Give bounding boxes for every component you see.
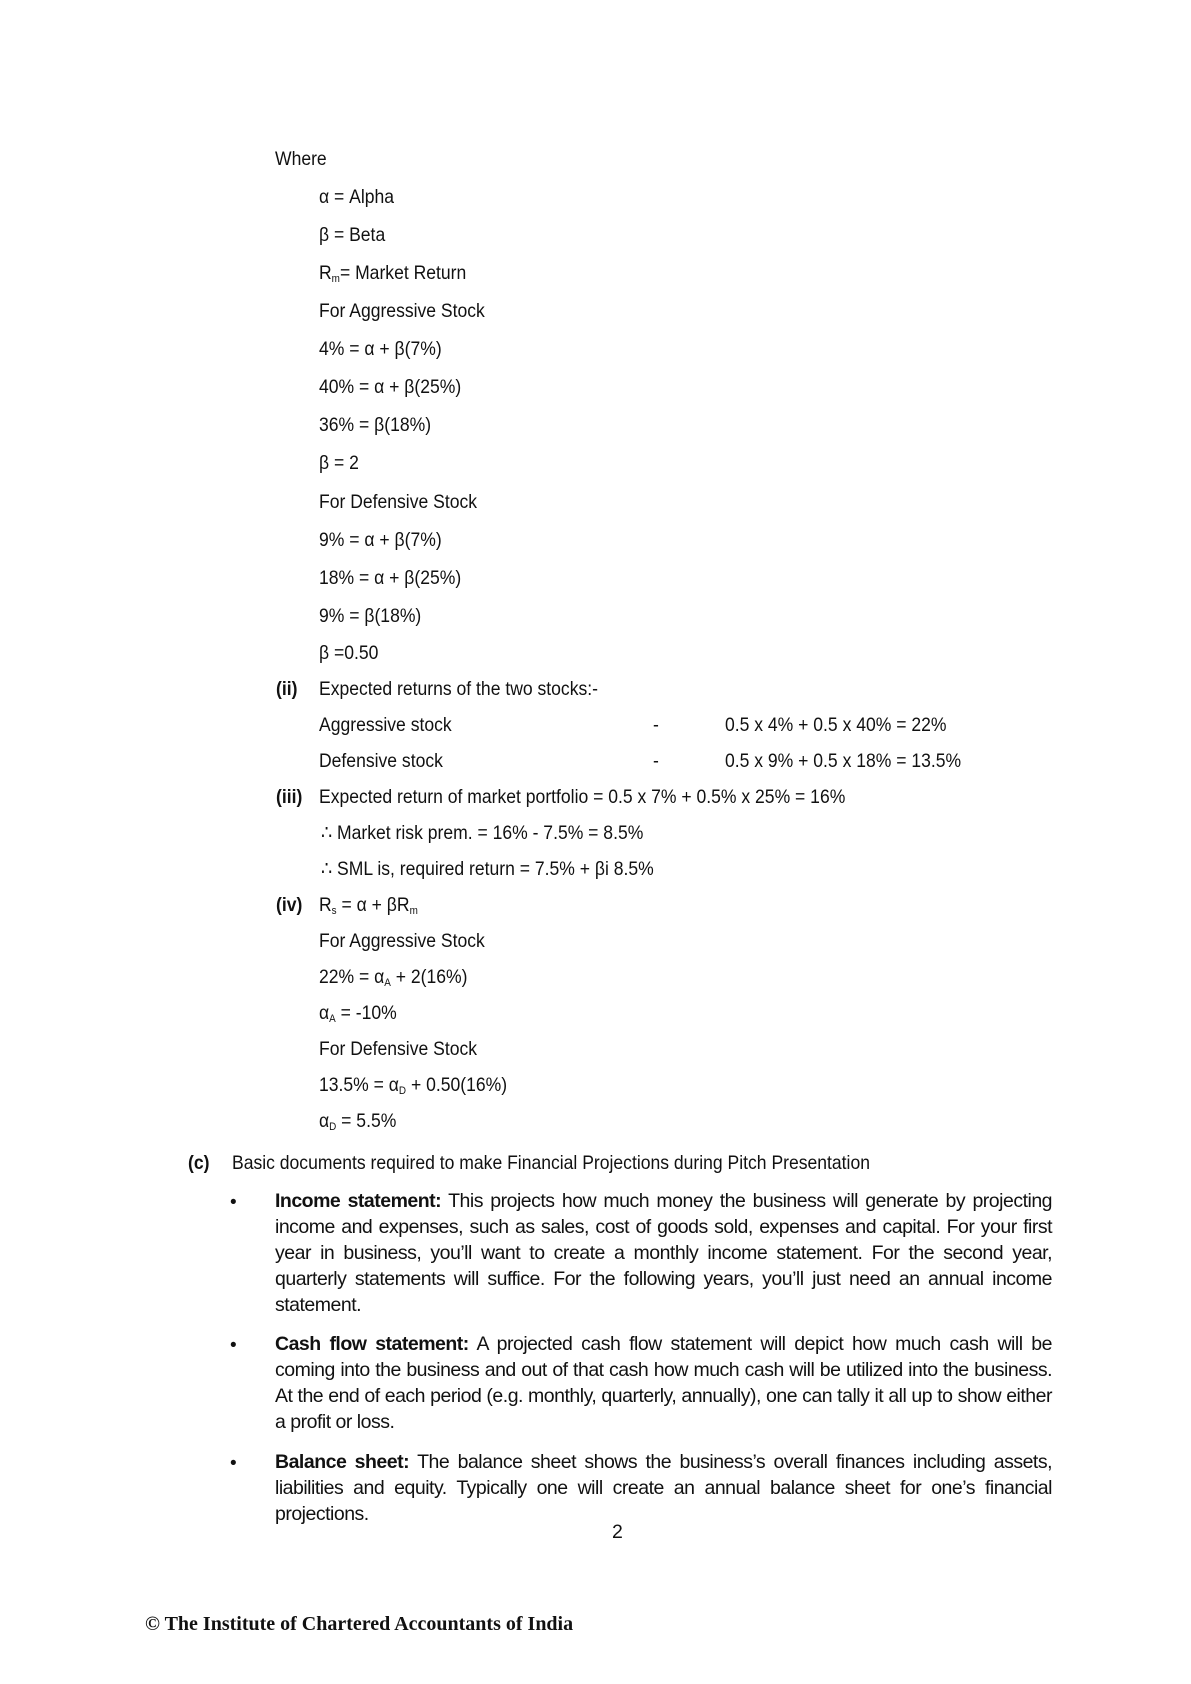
income-statement-title: Income statement:	[275, 1190, 442, 1212]
rs-middle: = α + βR	[336, 894, 410, 916]
defensive-stock-heading: For Defensive Stock	[319, 491, 478, 513]
cash-flow-text: A projected cash flow statement will depict how much cash will be coming into the business and out of that cash how much cash will be utilized into the business. At the end of each period (e.g. monthly, quarterly, annually), one can tally it all up to show either a profit or loss.	[275, 1333, 1052, 1433]
aggressive-return-name: Aggressive stock	[319, 714, 452, 736]
eq-subscript: D	[398, 1085, 407, 1097]
aggressive-stock-heading: For Aggressive Stock	[319, 300, 485, 322]
iv-aggressive-alpha	[319, 1001, 397, 1025]
eq-part: α	[319, 1110, 330, 1132]
defensive-return-calc: 0.5 x 9% + 0.5 x 18% = 13.5%	[725, 750, 962, 772]
balance-sheet-item	[275, 1449, 1052, 1527]
alpha-definition: α = Alpha	[319, 186, 395, 208]
income-statement-item	[275, 1188, 1052, 1318]
bullet-icon: •	[230, 1192, 237, 1213]
aggressive-return-dash: -	[653, 714, 659, 736]
part-c-heading: Basic documents required to make Financial Projections during Pitch Presentation	[232, 1152, 870, 1174]
eq-part: 22% = α	[319, 966, 385, 988]
aggressive-equation-1: 4% = α + β(7%)	[319, 338, 442, 360]
rs-subscript: s	[331, 905, 337, 917]
sml-equation: ∴ SML is, required return = 7.5% + βi 8.5%	[321, 858, 654, 880]
bullet-icon: •	[230, 1335, 237, 1356]
part-iii-label: (iii)	[276, 786, 303, 808]
market-return-definition	[319, 261, 466, 285]
rm-symbol: R	[319, 262, 332, 284]
iv-defensive-alpha	[319, 1109, 396, 1133]
beta-definition: β = Beta	[319, 224, 386, 246]
defensive-return-name: Defensive stock	[319, 750, 443, 772]
rs-subscript-m: m	[409, 905, 418, 917]
eq-part: + 0.50(16%)	[406, 1074, 508, 1096]
rm-text: = Market Return	[339, 262, 467, 284]
balance-sheet-title: Balance sheet:	[275, 1451, 410, 1473]
part-iv-label: (iv)	[276, 894, 303, 916]
cash-flow-item	[275, 1331, 1052, 1435]
part-ii-label: (ii)	[276, 678, 298, 700]
page-number: 2	[612, 1521, 623, 1543]
iv-aggressive-equation-1	[319, 965, 467, 989]
eq-part: 13.5% = α	[319, 1074, 399, 1096]
eq-subscript: D	[329, 1121, 337, 1133]
part-ii-heading: Expected returns of the two stocks:-	[319, 678, 598, 700]
eq-part: = 5.5%	[336, 1110, 397, 1132]
part-c-label: (c)	[188, 1152, 210, 1174]
iv-defensive-heading: For Defensive Stock	[319, 1038, 478, 1060]
market-risk-premium: ∴ Market risk prem. = 16% - 7.5% = 8.5%	[321, 822, 644, 844]
aggressive-beta-result: β = 2	[319, 452, 359, 474]
aggressive-return-calc: 0.5 x 4% + 0.5 x 40% = 22%	[725, 714, 947, 736]
defensive-beta-result: β =0.50	[319, 642, 379, 664]
defensive-equation-3: 9% = β(18%)	[319, 605, 422, 627]
income-statement-text: This projects how much money the business will generate by projecting income and expenses, such as sales, cost of goods sold, expenses and capital. For your first year in business, you’ll want to create a monthly income statement. For the second year, quarterly statements will suffice. For the following years, you’ll just need an annual income statement.	[275, 1190, 1053, 1316]
iv-defensive-equation-1	[319, 1073, 507, 1097]
iv-aggressive-heading: For Aggressive Stock	[319, 930, 485, 952]
rm-subscript: m	[331, 273, 340, 285]
aggressive-equation-3: 36% = β(18%)	[319, 414, 432, 436]
eq-subscript: A	[329, 1013, 336, 1025]
footer-copyright: © The Institute of Chartered Accountants of India	[145, 1613, 574, 1635]
rs-formula	[319, 893, 418, 917]
cash-flow-title: Cash flow statement:	[275, 1333, 469, 1355]
where-label: Where	[275, 148, 327, 170]
bullet-icon: •	[230, 1453, 237, 1474]
eq-part: = -10%	[335, 1002, 397, 1024]
eq-part: + 2(16%)	[390, 966, 468, 988]
market-portfolio-return: Expected return of market portfolio = 0.5 x 7% + 0.5% x 25% = 16%	[319, 786, 846, 808]
balance-sheet-text: The balance sheet shows the business’s overall finances including assets, liabilities and equity. Typically one will create an annual balance sheet for one’s financial projections.	[275, 1451, 1052, 1525]
defensive-equation-1: 9% = α + β(7%)	[319, 529, 442, 551]
eq-part: α	[319, 1002, 330, 1024]
defensive-equation-2: 18% = α + β(25%)	[319, 567, 462, 589]
rs-symbol: R	[319, 894, 332, 916]
eq-subscript: A	[384, 977, 391, 989]
defensive-return-dash: -	[653, 750, 659, 772]
aggressive-equation-2: 40% = α + β(25%)	[319, 376, 462, 398]
